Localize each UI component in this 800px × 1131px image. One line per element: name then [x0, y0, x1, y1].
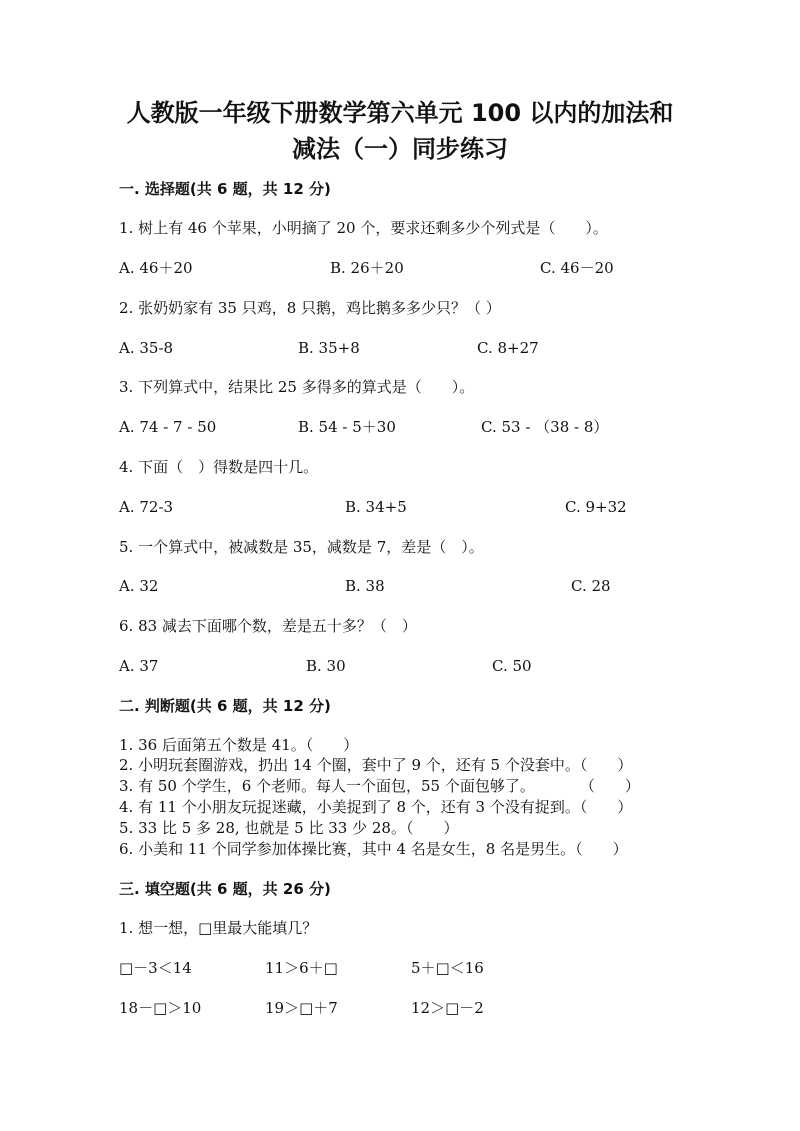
option-b: B. 34+5	[345, 498, 407, 516]
fill-question: 1. 想一想，□里最大能填几？	[119, 919, 318, 937]
fill-expression: 11＞6＋□	[265, 959, 338, 977]
section-heading-choice: 一. 选择题(共 6 题，共 12 分)	[119, 180, 331, 198]
judge-item: 3. 有 50 个学生，6 个老师。每人一个面包，55 个面包够了。 （ ）	[119, 777, 640, 795]
question-text: 3. 下列算式中，结果比 25 多得多的算式是（ ）。	[119, 378, 475, 396]
judge-item: 5. 33 比 5 多 28, 也就是 5 比 33 少 28。（ ）	[119, 819, 459, 837]
option-a: A. 37	[119, 657, 159, 675]
option-a: A. 46＋20	[119, 259, 193, 277]
option-c: C. 50	[492, 657, 532, 675]
judge-item: 6. 小美和 11 个同学参加体操比赛，其中 4 名是女生，8 名是男生。（ ）	[119, 840, 628, 858]
option-a: A. 72-3	[119, 498, 174, 516]
option-b: B. 26＋20	[330, 259, 404, 277]
question-text: 6. 83 减去下面哪个数，差是五十多？（ ）	[119, 617, 417, 635]
option-c: C. 46－20	[540, 259, 614, 277]
option-a: A. 32	[119, 577, 159, 595]
option-b: B. 35+8	[298, 339, 360, 357]
section-heading-fill: 三. 填空题(共 6 题，共 26 分)	[119, 880, 331, 898]
option-b: B. 38	[345, 577, 385, 595]
option-a: A. 74 - 7 - 50	[119, 418, 217, 436]
section-heading-judge: 二. 判断题(共 6 题，共 12 分)	[119, 697, 331, 715]
page-title-line-1: 人教版一年级下册数学第六单元 100 以内的加法和	[126, 99, 674, 127]
option-c: C. 8+27	[477, 339, 539, 357]
question-text: 4. 下面（ ）得数是四十几。	[119, 458, 319, 476]
fill-expression: 5＋□＜16	[411, 959, 484, 977]
question-text: 1. 树上有 46 个苹果，小明摘了 20 个，要求还剩多少个列式是（ ）。	[119, 219, 608, 237]
option-b: B. 54 - 5＋30	[298, 418, 396, 436]
judge-item: 1. 36 后面第五个数是 41。（ ）	[119, 736, 359, 754]
page-title-line-2: 减法（一）同步练习	[292, 135, 508, 163]
option-a: A. 35-8	[119, 339, 174, 357]
fill-expression: 18－□＞10	[119, 999, 202, 1017]
option-b: B. 30	[306, 657, 346, 675]
judge-item: 4. 有 11 个小朋友玩捉迷藏，小美捉到了 8 个，还有 3 个没有捉到。（ ）	[119, 798, 633, 816]
option-c: C. 28	[571, 577, 611, 595]
question-text: 5. 一个算式中，被减数是 35，减数是 7，差是（ ）。	[119, 538, 484, 556]
fill-expression: 19＞□＋7	[265, 999, 338, 1017]
question-text: 2. 张奶奶家有 35 只鸡，8 只鹅，鸡比鹅多多少只？（ ）	[119, 299, 501, 317]
fill-expression: □－3＜14	[119, 959, 192, 977]
judge-item: 2. 小明玩套圈游戏，扔出 14 个圈，套中了 9 个，还有 5 个没套中。（ ）	[119, 756, 633, 774]
option-c: C. 9+32	[565, 498, 627, 516]
fill-expression: 12＞□－2	[411, 999, 484, 1017]
option-c: C. 53 - （38 - 8）	[481, 418, 609, 436]
